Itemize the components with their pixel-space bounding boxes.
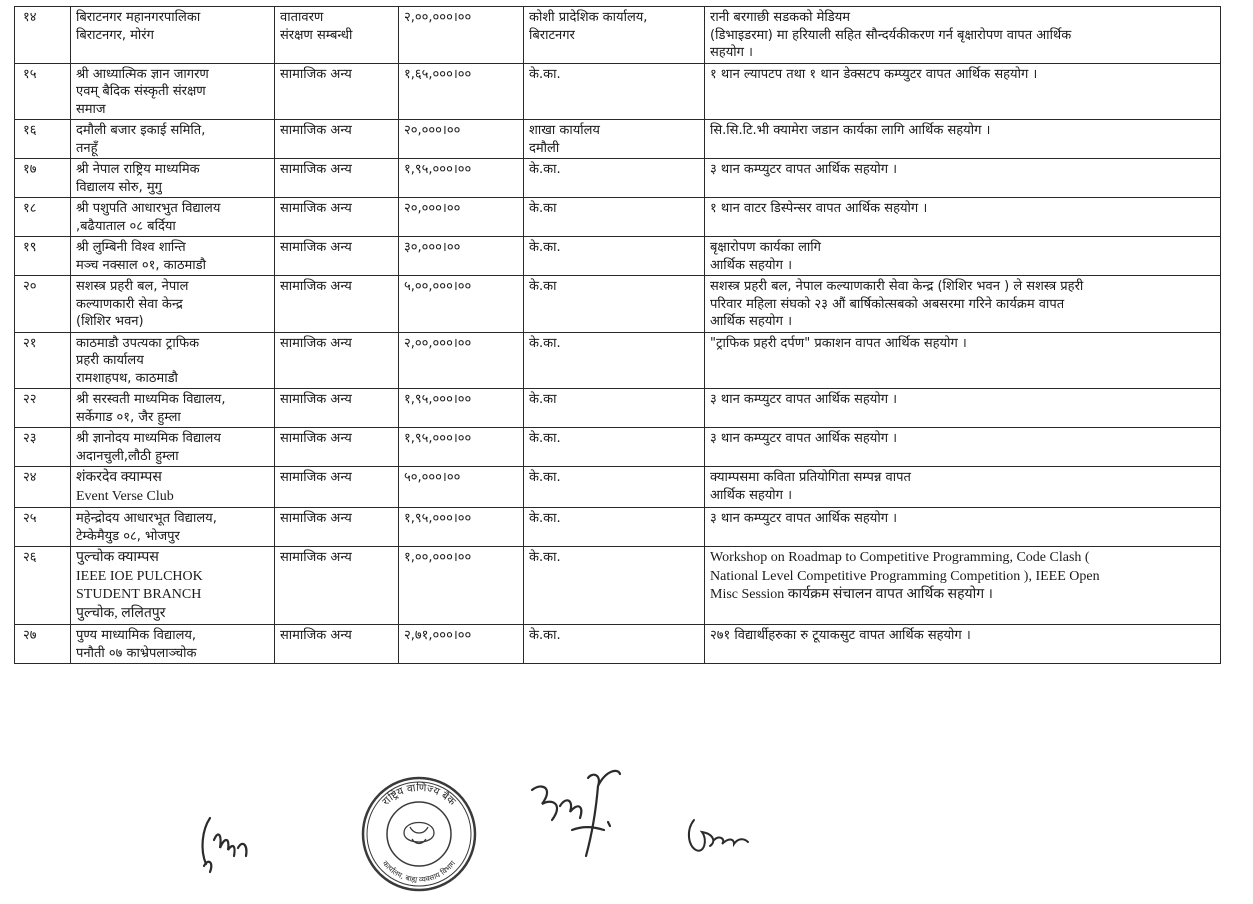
cell-amount: १,६५,०००।०० bbox=[399, 63, 524, 120]
cell-purpose: क्याम्पसमा कविता प्रतियोगिता सम्पन्न वापत आर्थिक सहयोग । bbox=[705, 467, 1221, 508]
cell-category: सामाजिक अन्य bbox=[275, 389, 399, 428]
cell-amount: १,९५,०००।०० bbox=[399, 428, 524, 467]
cell-serial: २७ bbox=[15, 625, 71, 664]
cell-serial: १४ bbox=[15, 7, 71, 64]
cell-category: सामाजिक अन्य bbox=[275, 198, 399, 237]
table-row bbox=[15, 547, 1221, 625]
cell-category: सामाजिक अन्य bbox=[275, 276, 399, 333]
cell-office: के.का bbox=[524, 389, 705, 428]
cell-serial: १७ bbox=[15, 159, 71, 198]
cell-category: सामाजिक अन्य bbox=[275, 428, 399, 467]
table-row bbox=[15, 467, 1221, 508]
cell-amount: २०,०००।०० bbox=[399, 198, 524, 237]
table-row bbox=[15, 389, 1221, 428]
grants-table bbox=[14, 6, 1221, 664]
cell-serial: २१ bbox=[15, 332, 71, 389]
cell-category: वातावरण संरक्षण सम्बन्धी bbox=[275, 7, 399, 64]
cell-amount: ५०,०००।०० bbox=[399, 467, 524, 508]
cell-purpose: Workshop on Roadmap to Competitive Programming, Code Clash ( National Level Competitive Programming Competition ), IEEE Open Misc Session कार्यक्रम संचालन वापत आर्थिक सहयोग । bbox=[705, 547, 1221, 625]
cell-category: सामाजिक अन्य bbox=[275, 625, 399, 664]
table-row bbox=[15, 7, 1221, 64]
cell-category: सामाजिक अन्य bbox=[275, 508, 399, 547]
grants-table-body bbox=[15, 7, 1221, 664]
cell-amount: २०,०००।०० bbox=[399, 120, 524, 159]
cell-office: के.का. bbox=[524, 63, 705, 120]
cell-purpose: ३ थान कम्प्युटर वापत आर्थिक सहयोग । bbox=[705, 508, 1221, 547]
cell-organization: श्री पशुपति आधारभुत विद्यालय ,बढैयाताल ०८ बर्दिया bbox=[71, 198, 275, 237]
table-row bbox=[15, 198, 1221, 237]
cell-serial: २६ bbox=[15, 547, 71, 625]
cell-category: सामाजिक अन्य bbox=[275, 159, 399, 198]
signature-3 bbox=[678, 810, 758, 860]
cell-organization: श्री सरस्वती माध्यमिक विद्यालय, सर्केगाड ०१, जैर हुम्ला bbox=[71, 389, 275, 428]
cell-amount: ३०,०००।०० bbox=[399, 237, 524, 276]
seal-top-text: राष्ट्रिय वाणिज्य बैंक bbox=[380, 781, 458, 808]
cell-purpose: ३ थान कम्प्युटर वापत आर्थिक सहयोग । bbox=[705, 389, 1221, 428]
cell-purpose: २७१ विद्यार्थीहरुका रु टूयाकसुट वापत आर्थिक सहयोग । bbox=[705, 625, 1221, 664]
cell-office: के.का. bbox=[524, 237, 705, 276]
cell-serial: २३ bbox=[15, 428, 71, 467]
cell-serial: १५ bbox=[15, 63, 71, 120]
cell-purpose: सशस्त्र प्रहरी बल, नेपाल कल्याणकारी सेवा केन्द्र (शिशिर भवन ) ले सशस्त्र प्रहरी परिवार महिला संघको २३ औं बार्षिकोत्सबको अबसरमा गरिने कार्यक्रम वापत आर्थिक सहयोग । bbox=[705, 276, 1221, 333]
cell-category: सामाजिक अन्य bbox=[275, 467, 399, 508]
signature-1 bbox=[188, 800, 268, 880]
cell-serial: २५ bbox=[15, 508, 71, 547]
table-row bbox=[15, 237, 1221, 276]
cell-organization: महेन्द्रोदय आधारभूत विद्यालय, टेम्केमैयुड ०८, भोजपुर bbox=[71, 508, 275, 547]
table-row bbox=[15, 276, 1221, 333]
table-row bbox=[15, 508, 1221, 547]
cell-office: कोशी प्रादेशिक कार्यालय, बिराटनगर bbox=[524, 7, 705, 64]
table-row bbox=[15, 625, 1221, 664]
cell-category: सामाजिक अन्य bbox=[275, 237, 399, 276]
table-row bbox=[15, 428, 1221, 467]
cell-category: सामाजिक अन्य bbox=[275, 547, 399, 625]
cell-category: सामाजिक अन्य bbox=[275, 120, 399, 159]
cell-amount: ५,००,०००।०० bbox=[399, 276, 524, 333]
cell-serial: २० bbox=[15, 276, 71, 333]
cell-office: के.का. bbox=[524, 428, 705, 467]
svg-text:कार्यालय, बाह्य व्यवसाय विभाग bbox=[381, 858, 458, 884]
cell-category: सामाजिक अन्य bbox=[275, 63, 399, 120]
table-row bbox=[15, 159, 1221, 198]
official-seal bbox=[360, 775, 478, 893]
cell-organization: पुल्चोक क्याम्पस IEEE IOE PULCHOK STUDENT BRANCH पुल्चोक, ललितपुर bbox=[71, 547, 275, 625]
cell-office: के.का bbox=[524, 276, 705, 333]
cell-organization: श्री लुम्बिनी विश्व शान्ति मञ्च नक्साल ०१, काठमाडौ bbox=[71, 237, 275, 276]
cell-organization: सशस्त्र प्रहरी बल, नेपाल कल्याणकारी सेवा केन्द्र (शिशिर भवन) bbox=[71, 276, 275, 333]
cell-office: के.का. bbox=[524, 159, 705, 198]
cell-office: के.का. bbox=[524, 625, 705, 664]
cell-organization: शंकरदेव क्याम्पस Event Verse Club bbox=[71, 467, 275, 508]
cell-amount: १,९५,०००।०० bbox=[399, 159, 524, 198]
cell-office: के.का. bbox=[524, 467, 705, 508]
cell-organization: श्री ज्ञानोदय माध्यमिक विद्यालय अदानचुली,लौठी हुम्ला bbox=[71, 428, 275, 467]
cell-serial: १६ bbox=[15, 120, 71, 159]
cell-serial: १८ bbox=[15, 198, 71, 237]
cell-purpose: बृक्षारोपण कार्यका लागि आर्थिक सहयोग । bbox=[705, 237, 1221, 276]
cell-amount: १,९५,०००।०० bbox=[399, 508, 524, 547]
cell-office: के.का bbox=[524, 198, 705, 237]
signature-2 bbox=[512, 760, 642, 870]
cell-amount: २,००,०००।०० bbox=[399, 7, 524, 64]
cell-organization: श्री नेपाल राष्ट्रिय माध्यमिक विद्यालय सोरु, मुगु bbox=[71, 159, 275, 198]
cell-purpose: सि.सि.टि.भी क्यामेरा जडान कार्यका लागि आर्थिक सहयोग । bbox=[705, 120, 1221, 159]
cell-amount: २,७१,०००।०० bbox=[399, 625, 524, 664]
cell-purpose: १ थान वाटर डिस्पेन्सर वापत आर्थिक सहयोग । bbox=[705, 198, 1221, 237]
table-row bbox=[15, 332, 1221, 389]
cell-purpose: ३ थान कम्प्युटर वापत आर्थिक सहयोग । bbox=[705, 428, 1221, 467]
cell-organization: श्री आध्यात्मिक ज्ञान जागरण एवम् बैदिक संस्कृती संरक्षण समाज bbox=[71, 63, 275, 120]
cell-organization: काठमाडौ उपत्यका ट्राफिक प्रहरी कार्यालय रामशाहपथ, काठमाडौ bbox=[71, 332, 275, 389]
cell-organization: पुण्य माध्यामिक विद्यालय, पनौती ०७ काभ्रेपलाञ्चोक bbox=[71, 625, 275, 664]
cell-purpose: १ थान ल्यापटप तथा १ थान डेक्सटप कम्प्युटर वापत आर्थिक सहयोग । bbox=[705, 63, 1221, 120]
cell-office: के.का. bbox=[524, 547, 705, 625]
cell-office: के.का. bbox=[524, 508, 705, 547]
cell-office: के.का. bbox=[524, 332, 705, 389]
cell-purpose: "ट्राफिक प्रहरी दर्पण" प्रकाशन वापत आर्थिक सहयोग । bbox=[705, 332, 1221, 389]
cell-serial: २४ bbox=[15, 467, 71, 508]
table-row bbox=[15, 63, 1221, 120]
cell-serial: १९ bbox=[15, 237, 71, 276]
cell-category: सामाजिक अन्य bbox=[275, 332, 399, 389]
cell-amount: १,९५,०००।०० bbox=[399, 389, 524, 428]
cell-amount: १,००,०००।०० bbox=[399, 547, 524, 625]
cell-office: शाखा कार्यालय दमौली bbox=[524, 120, 705, 159]
cell-purpose: ३ थान कम्प्युटर वापत आर्थिक सहयोग । bbox=[705, 159, 1221, 198]
cell-organization: बिराटनगर महानगरपालिका बिराटनगर, मोरंग bbox=[71, 7, 275, 64]
seal-bottom-text: कार्यालय, बाह्य व्यवसाय विभाग bbox=[380, 858, 458, 885]
cell-organization: दमौली बजार इकाई समिति, तनहूँ bbox=[71, 120, 275, 159]
cell-amount: २,००,०००।०० bbox=[399, 332, 524, 389]
cell-purpose: रानी बरगाछी सडकको मेडियम (डिभाइडरमा) मा हरियाली सहित सौन्दर्यकीकरण गर्न बृक्षारोपण वापत आर्थिक सहयोग । bbox=[705, 7, 1221, 64]
cell-serial: २२ bbox=[15, 389, 71, 428]
table-row bbox=[15, 120, 1221, 159]
